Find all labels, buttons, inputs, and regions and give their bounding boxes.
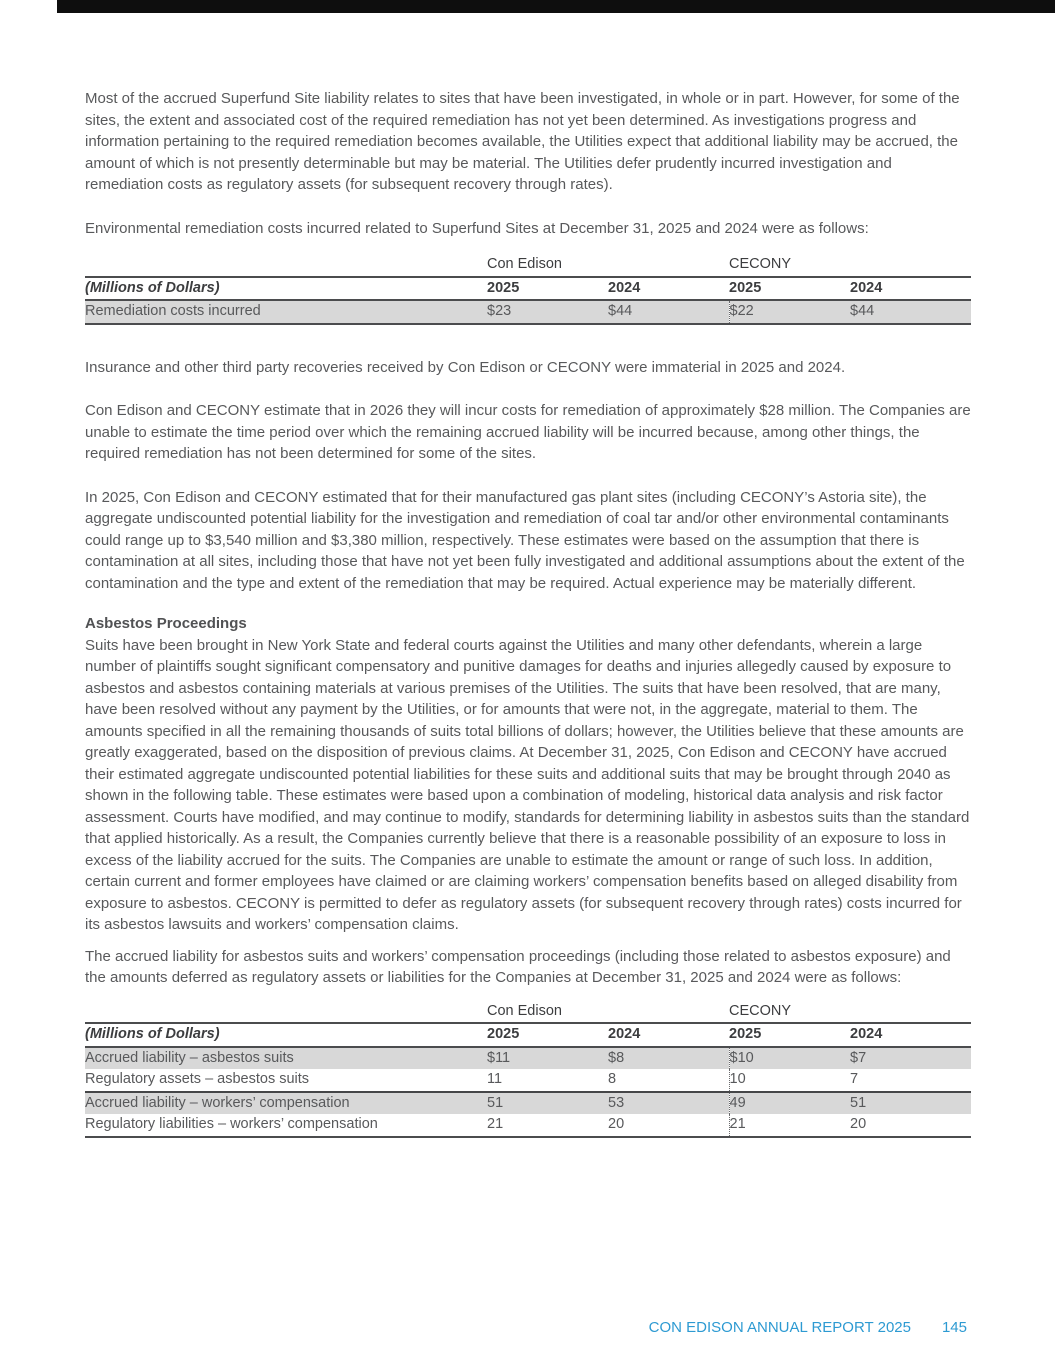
table-group-header-row <box>85 1001 971 1024</box>
empty-cell <box>85 254 487 277</box>
footer-report-title: CON EDISON ANNUAL REPORT 2025 <box>648 1319 911 1336</box>
superfund-costs-table <box>85 254 971 325</box>
value-cell: $11 <box>487 1047 608 1070</box>
value-cell: 51 <box>487 1092 608 1115</box>
table-row-regulatory-liabilities-workers-comp <box>85 1114 971 1137</box>
table-row-accrued-liability-asbestos <box>85 1047 971 1070</box>
paragraph-accrued-liability-intro: The accrued liability for asbestos suits and workers’ compensation proceedings (including those related to asbestos exposure) and the amounts deferred as regulatory assets or liabilities for the Companies at December 31, 2025 and 2024 were as follows: <box>85 947 951 986</box>
paragraph-asbestos-suits: Suits have been brought in New York State and federal courts against the Utilities and many other defendants, wherein a large number of plaintiffs sought significant compensatory and punitive damages for deaths and injuries allegedly caused by exposure to asbestos and asbestos containing materials at various premises of the Utilities. The suits that have been resolved, that are many, have been resolved without any payment by the Utilities, or for amounts that were not, in the aggregate, material to them. The amounts specified in all the remaining thousands of suits total billions of dollars; however, the Utilities believe that these amounts are greatly exaggerated, based on the disposition of previous claims. At December 31, 2025, Con Edison and CECONY have accrued their estimated aggregate undiscounted potential liabilities for these suits and additional suits that may be brought through 2040 as shown in the following table. These estimates were based upon a combination of modeling, historical data analysis and risk factor assessment. Courts have modified, and may continue to modify, standards for determining liability in asbestos suits than the standard that applied historically. As a result, the Companies currently believe that there is a reasonable possibility of an exposure to loss in excess of the liability accrued for the suits. The Companies are unable to estimate the amount or range of such loss. In addition, certain current and former employees have claimed or are claiming workers’ compensation benefits based on alleged disability from exposure to asbestos. CECONY is permitted to defer as regulatory assets (for subsequent recovery through rates) costs incurred for its asbestos lawsuits and workers’ compensation claims. <box>85 636 970 933</box>
table-row-regulatory-assets-asbestos <box>85 1069 971 1092</box>
value-cell: $22 <box>729 300 850 324</box>
value-cell: 10 <box>729 1071 746 1087</box>
superfund-costs-table-wrapper <box>85 254 971 325</box>
value-cell: $44 <box>850 300 971 324</box>
value-cell: $10 <box>729 1047 850 1070</box>
group-header-con-edison: Con Edison <box>487 1002 562 1019</box>
footer-page-number: 145 <box>941 1319 967 1336</box>
row-label: Accrued liability – asbestos suits <box>85 1047 487 1070</box>
value-cell: 49 <box>729 1092 850 1115</box>
value-cell: 21 <box>487 1114 608 1137</box>
paragraph-remediation-costs-intro: Environmental remediation costs incurred related to Superfund Sites at December 31, 2025 and 2024 were as follows: <box>85 219 869 237</box>
millions-of-dollars-label: (Millions of Dollars) <box>85 1023 487 1047</box>
paragraph-gas-plant-sites: In 2025, Con Edison and CECONY estimated that for their manufactured gas plant sites (including CECONY’s Astoria site), the aggregate undiscounted potential liability for the investigation and remediation of coal tar and/or other environmental contaminants could range up to $3,540 million and $3,380 million, respectively. These estimates were based on the assumption that there is contamination at all sites, including those that have not yet been fully investigated and additional assumptions about the extent of the contamination and the type and extent of the remediation that may be required. Actual experience may be materially different. <box>85 488 965 592</box>
section-heading-asbestos-proceedings: Asbestos Proceedings <box>85 615 247 632</box>
value-cell: $8 <box>608 1047 729 1070</box>
value-cell: 21 <box>729 1114 850 1137</box>
value-cell: 7 <box>850 1071 859 1087</box>
row-label: Regulatory liabilities – workers’ compensation <box>85 1114 487 1137</box>
value-cell: 51 <box>850 1092 971 1115</box>
row-label: Remediation costs incurred <box>85 300 487 324</box>
year-header-2025: 2025 <box>729 1023 850 1047</box>
value-cell: 20 <box>608 1114 729 1137</box>
group-header-cecony: CECONY <box>729 1002 792 1019</box>
value-cell: 53 <box>608 1092 729 1115</box>
group-header-con-edison: Con Edison <box>487 256 562 272</box>
asbestos-liability-table <box>85 1001 971 1138</box>
group-header-cecony: CECONY <box>729 256 792 272</box>
year-header-2024: 2024 <box>608 277 729 301</box>
page-content <box>85 88 971 1138</box>
table-column-header-row <box>85 1023 971 1047</box>
year-header-2025: 2025 <box>487 1023 608 1047</box>
empty-cell <box>85 1001 487 1024</box>
year-header-2025: 2025 <box>729 277 850 301</box>
page-top-bar <box>57 0 1055 13</box>
paragraph-superfund-liability: Most of the accrued Superfund Site liability relates to sites that have been investigated, in whole or in part. However, for some of the sites, the extent and associated cost of the required remediation has not yet been determined. As investigations progress and information pertaining to the required remediation becomes available, the Utilities expect that additional liability may be accrued, the amount of which is not presently determinable but may be material. The Utilities defer prudently incurred investigation and remediation costs as regulatory assets (for subsequent recovery through rates). <box>85 90 960 193</box>
year-header-2024: 2024 <box>850 1023 971 1047</box>
value-cell: 8 <box>608 1069 729 1092</box>
value-cell: $23 <box>487 300 608 324</box>
row-label: Accrued liability – workers’ compensation <box>85 1092 487 1115</box>
paragraph-2026-remediation-estimate: Con Edison and CECONY estimate that in 2026 they will incur costs for remediation of approximately $28 million. The Companies are unable to estimate the time period over which the remaining accrued liability will be incurred because, among other things, the required remediation has not been determined for some of the sites. <box>85 402 971 462</box>
row-label: Regulatory assets – asbestos suits <box>85 1071 310 1087</box>
value-cell: $44 <box>608 300 729 324</box>
table-column-header-row <box>85 277 971 301</box>
table-row-accrued-liability-workers-comp <box>85 1092 971 1115</box>
year-header-2024: 2024 <box>850 277 971 301</box>
table-group-header-row <box>85 254 971 277</box>
millions-of-dollars-label: (Millions of Dollars) <box>85 277 487 301</box>
value-cell: $7 <box>850 1047 971 1070</box>
year-header-2025: 2025 <box>487 277 608 301</box>
table-row-remediation-costs <box>85 300 971 324</box>
value-cell: 20 <box>850 1114 971 1137</box>
year-header-2024: 2024 <box>608 1023 729 1047</box>
paragraph-insurance-recoveries: Insurance and other third party recoveries received by Con Edison or CECONY were immaterial in 2025 and 2024. <box>85 358 846 376</box>
asbestos-liability-table-wrapper <box>85 1001 971 1138</box>
value-cell: 11 <box>487 1071 503 1087</box>
page-footer <box>649 1319 967 1336</box>
